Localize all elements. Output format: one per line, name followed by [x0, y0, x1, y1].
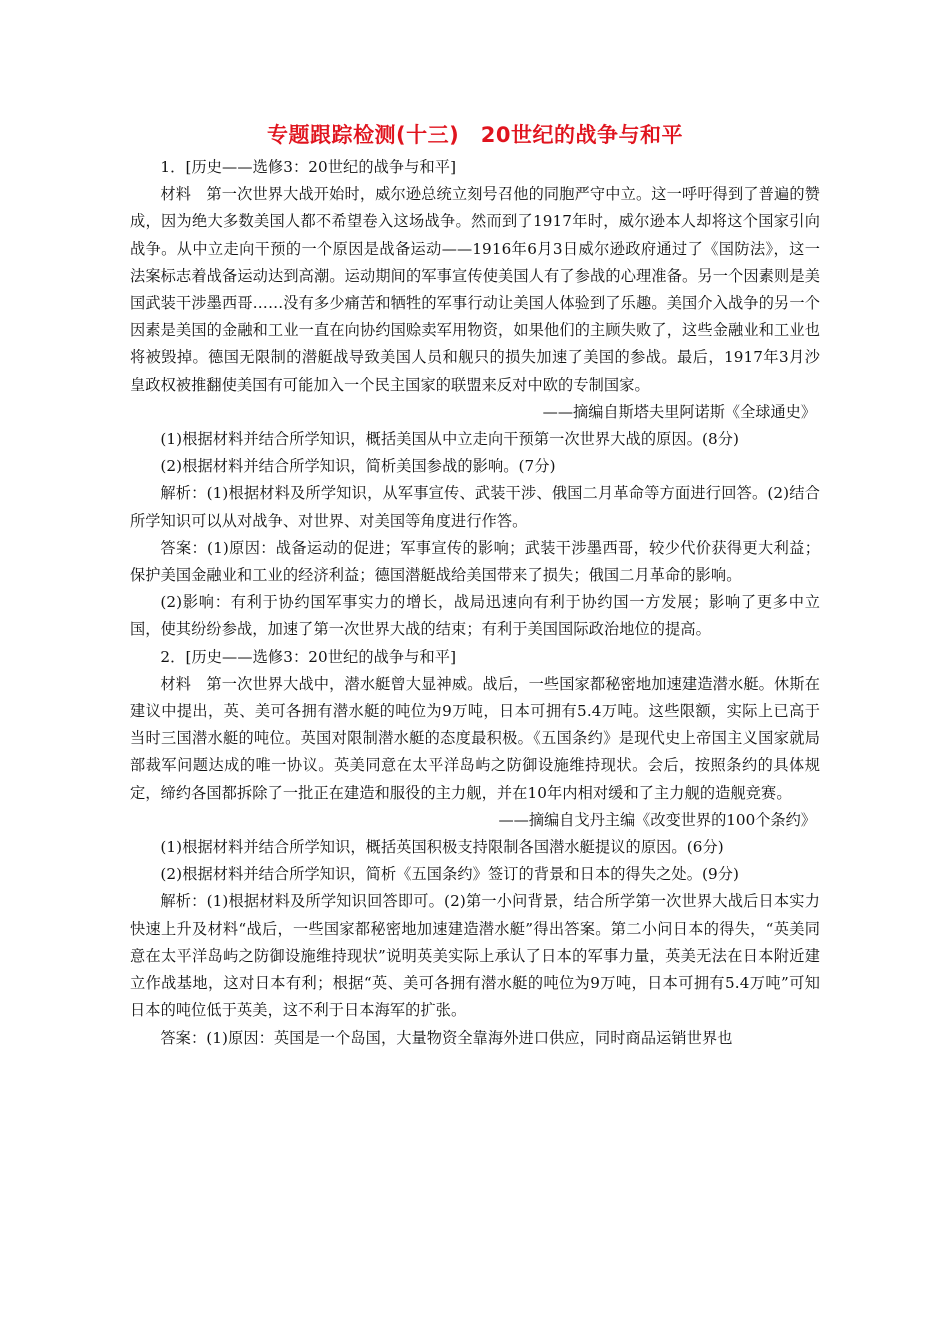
- question-2-sub1: (1)根据材料并结合所学知识，概括英国积极支持限制各国潜水艇提议的原因。(6分): [160, 838, 724, 857]
- document-page: [130, 118, 820, 1052]
- question-2-source: ——摘编自戈丹主编《改变世界的100个条约》: [498, 810, 816, 829]
- question-2-analysis: 解析：(1)根据材料及所学知识回答即可。(2)第一小问背景，结合所学第一次世界大战后日本实力快速上升及材料“战后，一些国家都秘密地加速建造潜水艇”得出答案。第二小问日本的得失，“英美同意在太平洋岛屿之防御设施维持现状”说明英美实际上承认了日本的军事力量，英美无法在日本附近建立作战基地，这对日本有利；根据“英、美可各拥有潜水艇的吨位为9万吨，日本可拥有5.4万吨”可知日本的吨位低于英美，这不利于日本海军的扩张。: [130, 892, 820, 1020]
- question-2-sub2: (2)根据材料并结合所学知识，简析《五国条约》签订的背景和日本的得失之处。(9分): [160, 865, 740, 884]
- question-2: [130, 644, 820, 1052]
- question-1-sub2: (2)根据材料并结合所学知识，简析美国参战的影响。(7分): [160, 457, 556, 476]
- question-1-analysis: 解析：(1)根据材料及所学知识，从军事宣传、武装干涉、俄国二月革命等方面进行回答。(2)结合所学知识可以从对战争、对世界、对美国等角度进行作答。: [130, 484, 820, 530]
- question-2-header: 2．[历史——选修3：20世纪的战争与和平]: [160, 647, 457, 666]
- question-2-material: 材料 第一次世界大战中，潜水艇曾大显神威。战后，一些国家都秘密地加速建造潜水艇。休斯在建议中提出，英、美可各拥有潜水艇的吨位为9万吨，日本可拥有5.4万吨。这些限额，实际上已高于当时三国潜水艇的吨位。英国对限制潜水艇的态度最积极。《五国条约》是现代史上帝国主义国家就局部裁军问题达成的唯一协议。英美同意在太平洋岛屿之防御设施维持现状。会后，按照条约的具体规定，缔约各国都拆除了一批正在建造和服役的主力舰，并在10年内相对缓和了主力舰的造舰竞赛。: [130, 674, 820, 802]
- question-1-answer2: (2)影响：有利于协约国军事实力的增长，战局迅速向有利于协约国一方发展；影响了更多中立国，使其纷纷参战，加速了第一次世界大战的结束；有利于美国国际政治地位的提高。: [130, 593, 820, 639]
- question-1-sub1: (1)根据材料并结合所学知识，概括美国从中立走向干预第一次世界大战的原因。(8分): [160, 430, 740, 449]
- page-title: 专题跟踪检测(十三) 20世纪的战争与和平: [267, 123, 683, 147]
- question-2-answer1: 答案：(1)原因：英国是一个岛国，大量物资全靠海外进口供应，同时商品运销世界也: [160, 1028, 733, 1047]
- question-1-source: ——摘编自斯塔夫里阿诺斯《全球通史》: [542, 402, 816, 421]
- question-1-header: 1．[历史——选修3：20世纪的战争与和平]: [160, 158, 457, 176]
- question-1-answer1: 答案：(1)原因：战备运动的促进；军事宣传的影响；武装干涉墨西哥，较少代价获得更大利益；保护美国金融业和工业的经济利益；德国潜艇战给美国带来了损失；俄国二月革命的影响。: [130, 538, 820, 585]
- question-1-material: 材料 第一次世界大战开始时，威尔逊总统立刻号召他的同胞严守中立。这一呼吁得到了普遍的赞成，因为绝大多数美国人都不希望卷入这场战争。然而到了1917年时，威尔逊本人却将这个国家引向战争。从中立走向干预的一个原因是战备运动——1916年6月3日威尔逊政府通过了《国防法》，这一法案标志着战备运动达到高潮。运动期间的军事宣传使美国人有了参战的心理准备。另一个因素则是美国武装干涉墨西哥……没有多少痛苦和牺牲的军事行动让美国人体验到了乐趣。美国介入战争的另一个因素是美国的金融和工业一直在向协约国赊卖军用物资，如果他们的主顾失败了，这些金融业和工业也将被毁掉。德国无限制的潜艇战导致美国人员和舰只的损失加速了美国的参战。最后，1917年3月沙皇政权被推翻使美国有可能加入一个民主国家的联盟来反对中欧的专制国家。: [130, 185, 820, 394]
- question-1: [130, 154, 820, 644]
